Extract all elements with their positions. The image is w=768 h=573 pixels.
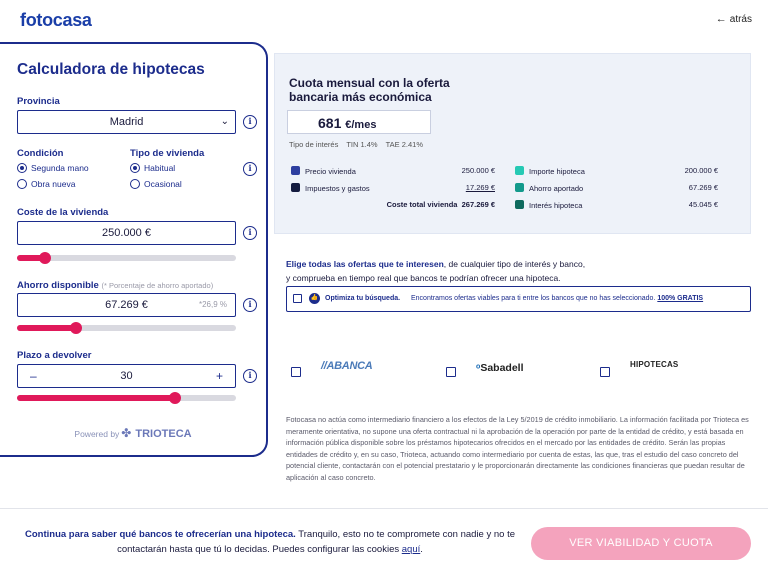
intro-text: , de cualquier tipo de interés y banco, y comprueba en tiempo real que bancos te podrían ofrecer una hipoteca. bbox=[286, 259, 586, 283]
powered-by bbox=[0, 426, 266, 440]
precio-vivienda-value: 250.000 € bbox=[461, 166, 495, 175]
legal-disclaimer: Fotocasa no actúa como intermediario financiero a los efectos de la Ley 5/2019 de crédito inmobiliario. La información facilitada por Trioteca es meramente orientativa, no supone una oferta contractual ni la aprobación de la operación por parte de la entidad de crédito, y está basada en información pública disponible sobre los préstamos hipotecarios ofrecidos en el mercado por las entidades de crédito. Serán las propias entidades de crédito y, en su caso, Trioteca, actuando como intermediario por cuenta de estas, las que, tras el estudio del caso concreto del potencial cliente, contactarán con el potencial prestatario y le proporcionarán directamente las condiciones financieras que puedan resultar de aplicación al caso concreto. bbox=[286, 415, 749, 482]
plazo-stepper bbox=[17, 364, 236, 388]
provincia-select[interactable] bbox=[17, 110, 236, 134]
sabadell-logo bbox=[476, 362, 524, 374]
ahorro-aportado-value: 67.269 € bbox=[688, 183, 718, 192]
chevron-down-icon: ⌄ bbox=[220, 116, 229, 127]
sabadell-name: Sabadell bbox=[480, 362, 524, 374]
legend-importe-hipoteca bbox=[515, 166, 585, 176]
interest-rate bbox=[289, 140, 423, 149]
back-link[interactable] bbox=[716, 13, 752, 25]
provincia-label: Provincia bbox=[17, 96, 60, 107]
slider-handle[interactable] bbox=[70, 322, 82, 334]
rate-label: Tipo de interés bbox=[289, 140, 339, 149]
bank-checkbox[interactable] bbox=[600, 367, 610, 377]
top-bar bbox=[0, 0, 768, 38]
radio-label: Segunda mano bbox=[31, 163, 89, 173]
tipo-vivienda-label: Tipo de vivienda bbox=[130, 148, 205, 159]
legend-ahorro-aportado bbox=[515, 183, 583, 193]
cookies-link[interactable]: aquí bbox=[401, 544, 421, 555]
legend-interes-hipoteca bbox=[515, 200, 582, 210]
radio-segunda-mano[interactable] bbox=[17, 163, 89, 173]
condicion-label: Condición bbox=[17, 148, 64, 159]
legend-swatch-icon bbox=[291, 166, 300, 175]
footer-bar bbox=[0, 508, 768, 573]
amount-value: 681 bbox=[318, 115, 342, 131]
radio-selected-icon bbox=[130, 163, 140, 173]
radio-label: Habitual bbox=[144, 163, 176, 173]
optimize-search-option[interactable] bbox=[286, 286, 751, 312]
radio-label: Obra nueva bbox=[31, 179, 76, 189]
interes-value: 45.045 € bbox=[688, 200, 718, 209]
radio-unselected-icon bbox=[130, 179, 140, 189]
bank-checkbox[interactable] bbox=[446, 367, 456, 377]
legend-swatch-icon bbox=[515, 200, 524, 209]
legend-label: Impuestos y gastos bbox=[305, 184, 370, 193]
optimize-text bbox=[411, 295, 703, 302]
footer-period: . bbox=[420, 544, 423, 555]
legend-label: Ahorro aportado bbox=[529, 184, 584, 193]
ahorro-value: 67.269 € bbox=[105, 299, 148, 311]
offer-summary bbox=[274, 53, 751, 234]
radio-selected-icon bbox=[17, 163, 27, 173]
legend-label: Importe hipoteca bbox=[529, 167, 585, 176]
ahorro-info-icon[interactable]: i bbox=[243, 298, 257, 312]
legend-swatch-icon bbox=[515, 183, 524, 192]
importe-value: 200.000 € bbox=[684, 166, 718, 175]
thumbs-up-icon: 👍 bbox=[309, 293, 320, 304]
coste-slider[interactable] bbox=[17, 255, 236, 261]
ahorro-label bbox=[17, 280, 213, 291]
amount-unit: €/mes bbox=[345, 119, 377, 131]
slider-handle[interactable] bbox=[169, 392, 181, 404]
total-value: 267.269 € bbox=[461, 200, 495, 209]
legend-label: Interés hipoteca bbox=[529, 201, 583, 210]
trioteca-brand: TRIOTECA bbox=[135, 428, 192, 440]
trioteca-logo-icon: ✤ bbox=[121, 426, 132, 440]
plazo-decrement-button[interactable]: – bbox=[30, 369, 37, 383]
offer-title: Cuota mensual con la oferta bancaria más económica bbox=[289, 76, 450, 104]
bank-checkbox[interactable] bbox=[291, 367, 301, 377]
coste-input[interactable] bbox=[17, 221, 236, 245]
radio-habitual[interactable] bbox=[130, 163, 175, 173]
tin-value: TIN 1.4% bbox=[346, 140, 378, 149]
plazo-slider[interactable] bbox=[17, 395, 236, 401]
banks-intro bbox=[286, 257, 586, 285]
slider-fill bbox=[17, 395, 175, 401]
condicion-info-icon[interactable]: i bbox=[243, 162, 257, 176]
ahorro-input[interactable] bbox=[17, 293, 236, 317]
form-title: Calculadora de hipotecas bbox=[17, 61, 205, 78]
legend-swatch-icon bbox=[515, 166, 524, 175]
plazo-label: Plazo a devolver bbox=[17, 350, 92, 361]
coste-label: Coste de la vivienda bbox=[17, 207, 109, 218]
optimize-description: Encontramos ofertas viables para ti entre los bancos que no has seleccionado. bbox=[411, 295, 656, 302]
provincia-value: Madrid bbox=[109, 116, 144, 128]
legend-impuestos bbox=[291, 183, 370, 193]
intro-highlight: Elige todas las ofertas que te interesen bbox=[286, 259, 444, 269]
arrow-left-icon: ← bbox=[715, 13, 727, 25]
ahorro-hint: (* Porcentaje de ahorro aportado) bbox=[101, 281, 214, 290]
footer-message bbox=[20, 527, 520, 557]
coste-value: 250.000 € bbox=[102, 227, 151, 239]
monthly-amount bbox=[287, 110, 431, 134]
tae-value: TAE 2.41% bbox=[385, 140, 423, 149]
plazo-value[interactable]: 30 bbox=[120, 370, 133, 382]
powered-label: Powered by bbox=[74, 429, 120, 439]
legend-swatch-icon bbox=[291, 183, 300, 192]
slider-handle[interactable] bbox=[39, 252, 51, 264]
radio-ocasional[interactable] bbox=[130, 179, 182, 189]
provincia-info-icon[interactable]: i bbox=[243, 115, 257, 129]
plazo-info-icon[interactable]: i bbox=[243, 369, 257, 383]
optimize-title: Optimiza tu búsqueda. bbox=[325, 295, 401, 302]
footer-text: Tranquilo, esto no te compromete con nadie y no te contactarán hasta que tú lo decidas. Puedes configurar las cookies bbox=[117, 529, 515, 555]
ahorro-label-text: Ahorro disponible bbox=[17, 280, 99, 291]
ahorro-slider[interactable] bbox=[17, 325, 236, 331]
optimize-free-link[interactable]: 100% GRATIS bbox=[657, 295, 704, 302]
radio-unselected-icon bbox=[17, 179, 27, 189]
mortgage-calculator-form bbox=[0, 42, 268, 457]
optimize-checkbox[interactable] bbox=[293, 294, 302, 303]
plazo-increment-button[interactable]: + bbox=[215, 369, 223, 383]
footer-highlight: Continua para saber qué bancos te ofrecerían una hipoteca. bbox=[25, 529, 296, 540]
coste-info-icon[interactable]: i bbox=[243, 226, 257, 240]
sabadell-symbol-icon: ᵒ bbox=[476, 362, 481, 374]
legend-precio-vivienda bbox=[291, 166, 356, 176]
back-label: atrás bbox=[729, 14, 752, 25]
total-label: Coste total vivienda bbox=[386, 200, 458, 209]
ahorro-percent: *26,9 % bbox=[198, 300, 227, 309]
fotocasa-logo[interactable]: fotocasa bbox=[20, 10, 92, 30]
total-cost bbox=[275, 200, 495, 209]
legend-label: Precio vivienda bbox=[305, 167, 356, 176]
radio-label: Ocasional bbox=[144, 179, 182, 189]
hipotecas-logo: HIPOTECAS bbox=[630, 360, 679, 369]
radio-obra-nueva[interactable] bbox=[17, 179, 75, 189]
ver-viabilidad-button[interactable]: VER VIABILIDAD Y CUOTA bbox=[531, 527, 751, 560]
abanca-logo: //ABANCA bbox=[321, 360, 373, 372]
impuestos-value: 17.269 € bbox=[465, 183, 495, 192]
slider-fill bbox=[17, 325, 76, 331]
